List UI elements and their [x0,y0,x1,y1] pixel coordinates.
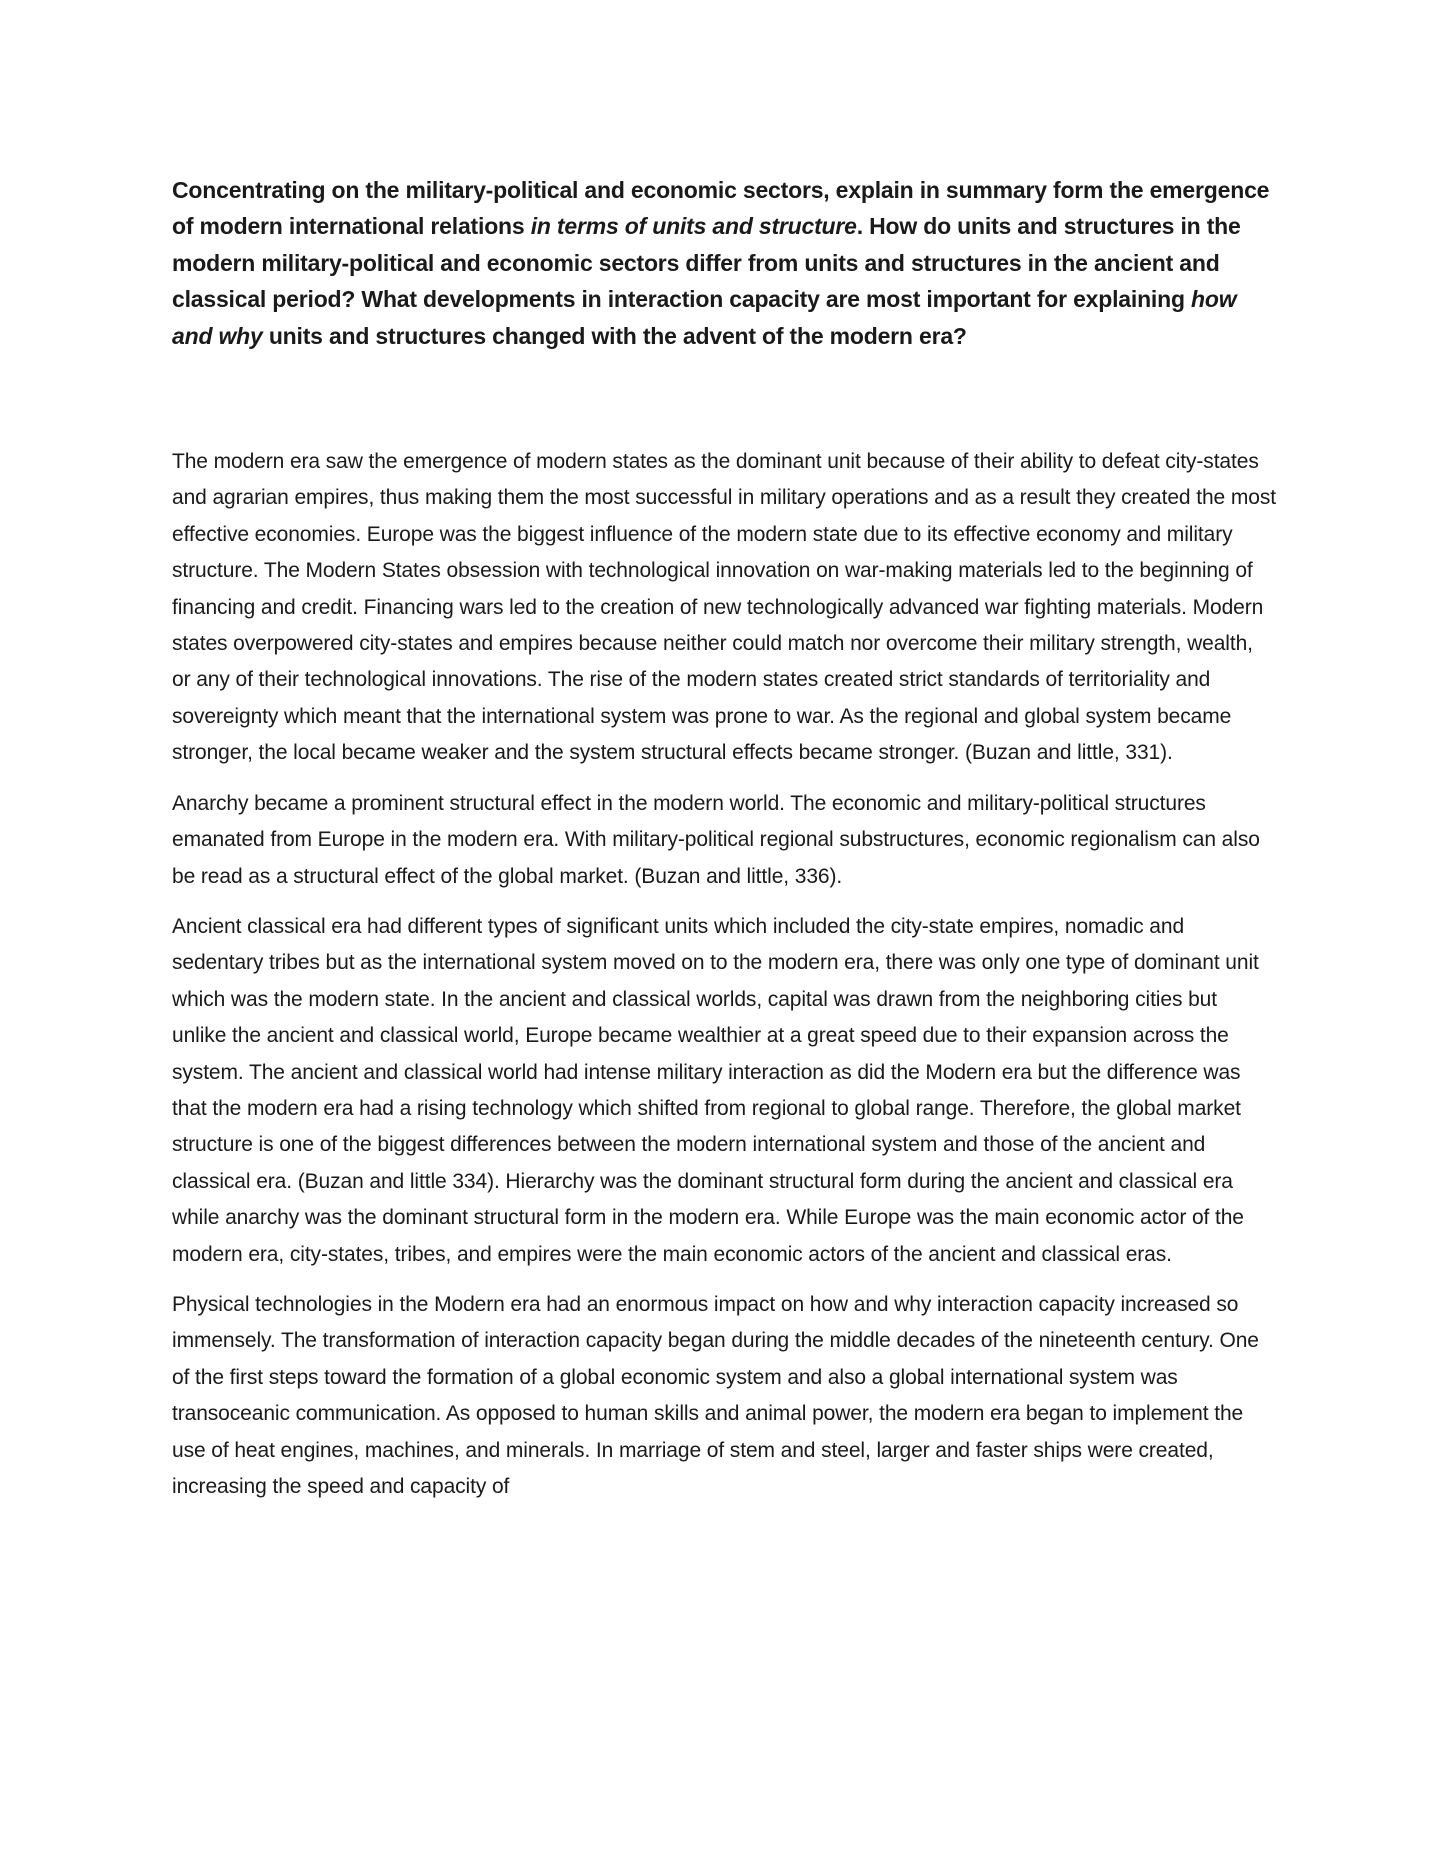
question-italic-1: in terms of units and structure [530,213,857,240]
question-text-1: Concentrating on the military-political and economic sectors, explain in summary form the emergence of modern international relations [172,177,1270,240]
answer-paragraph-4: Physical technologies in the Modern era had an enormous impact on how and why interaction capacity increased so immensely. The transformation of interaction capacity began during the middle decades of the nineteenth century. One of the first steps toward the formation of a global economic system and also a global international system was transoceanic communication. As opposed to human skills and animal power, the modern era began to implement the use of heat engines, machines, and minerals. In marriage of stem and steel, larger and faster ships were created, increasing the speed and capacity of [172,1292,1259,1498]
answer-paragraph-1: The modern era saw the emergence of modern states as the dominant unit because of their ability to defeat city-states and agrarian empires, thus making them the most successful in military operations and as a result they created the most effective economies. Europe was the biggest influence of the modern state due to its effective economy and military structure. The Modern States obsession with technological innovation on war-making materials led to the beginning of financing and credit. Financing wars led to the creation of new technologically advanced war fighting materials. Modern states overpowered city-states and empires because neither could match nor overcome their military strength, wealth, or any of their technological innovations. The rise of the modern states created strict standards of territoriality and sovereignty which meant that the international system was prone to war. As the regional and global system became stronger, the local became weaker and the system structural effects became stronger. (Buzan and little, 331). [172,450,1276,765]
essay-answer [172,444,1276,1505]
essay-question [172,172,1276,354]
answer-paragraph-3: Ancient classical era had different types of significant units which included the city-state empires, nomadic and sedentary tribes but as the international system moved on to the modern era, there was only one type of dominant unit which was the modern state. In the ancient and classical worlds, capital was drawn from the neighboring cities but unlike the ancient and classical world, Europe became wealthier at a great speed due to their expansion across the system. The ancient and classical world had intense military interaction as did the Modern era but the difference was that the modern era had a rising technology which shifted from regional to global range. Therefore, the global market structure is one of the biggest differences between the modern international system and those of the ancient and classical era. (Buzan and little 334). Hierarchy was the dominant structural form during the ancient and classical era while anarchy was the dominant structural form in the modern era. While Europe was the main economic actor of the modern era, city-states, tribes, and empires were the main economic actors of the ancient and classical eras. [172,914,1259,1266]
question-italic-2: how and why [172,286,1237,349]
question-text-2: . How do units and structures in the modern military-political and economic sectors differ from units and structures in the ancient and classical period? What developments in interaction capacity are most important for explaining [172,213,1241,313]
answer-paragraph-2: Anarchy became a prominent structural effect in the modern world. The economic and military-political structures emanated from Europe in the modern era. With military-political regional substructures, economic regionalism can also be read as a structural effect of the global market. (Buzan and little, 336). [172,791,1260,888]
question-text-3: units and structures changed with the advent of the modern era? [262,322,967,349]
